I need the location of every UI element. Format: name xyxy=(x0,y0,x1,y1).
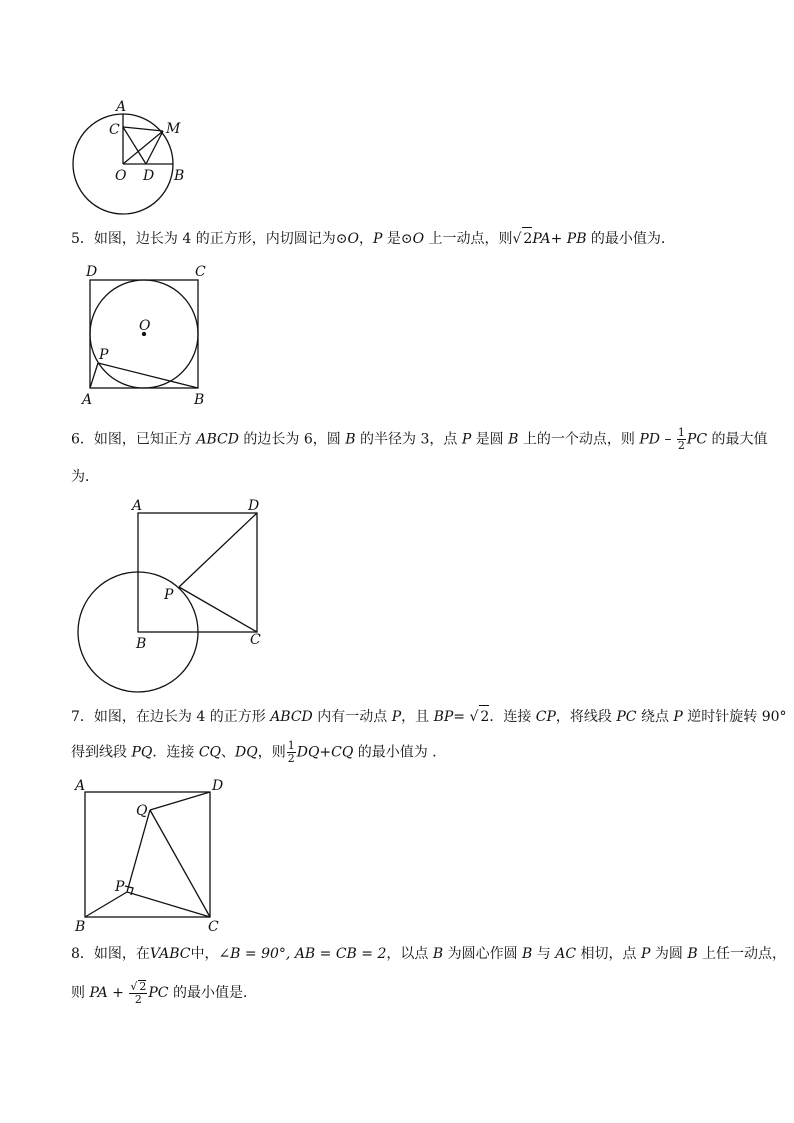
label-b: B xyxy=(75,919,86,935)
fraction xyxy=(287,740,296,765)
var-pd: PD xyxy=(639,431,660,448)
var-p: P xyxy=(640,946,651,962)
segment-md xyxy=(146,131,163,164)
plus: + xyxy=(107,985,129,1001)
label-b: B xyxy=(136,636,147,652)
var-pc: PC xyxy=(686,431,708,448)
segment-pd xyxy=(179,513,257,587)
var-pc: PC xyxy=(148,985,169,1001)
label-c: C xyxy=(208,919,219,935)
text: ，则 xyxy=(257,744,286,761)
question-6-line2: 为． xyxy=(71,469,99,485)
var-pq: PQ xyxy=(131,744,153,761)
text: 是圆 xyxy=(471,431,509,448)
var-cq: CQ xyxy=(198,744,222,761)
label-o: O xyxy=(139,318,151,334)
sqrt-value: 2 xyxy=(522,227,532,250)
var-b: B xyxy=(345,431,356,448)
text: 的半径为 3，点 xyxy=(355,431,462,448)
text: 、 xyxy=(221,744,236,761)
label-p: P xyxy=(115,879,125,895)
text: 为圆心作圆 xyxy=(443,946,523,962)
label-b: B xyxy=(174,168,185,184)
var-ac: AC xyxy=(555,946,577,962)
label-d: D xyxy=(86,264,98,280)
var-abcd: ABCD xyxy=(196,431,239,448)
text: 如图，边长为 4 的正方形，内切圆记为⊙ xyxy=(93,231,348,247)
segment-qd xyxy=(150,792,210,810)
var-b: B xyxy=(687,946,698,962)
figure-q7 xyxy=(70,775,240,940)
text: 为圆 xyxy=(650,946,688,962)
label-c: C xyxy=(195,264,206,280)
question-8-text xyxy=(71,943,786,965)
label-q: Q xyxy=(136,803,148,819)
text: 的最小值是 xyxy=(168,985,243,1001)
figure-q5 xyxy=(78,262,218,407)
sqrt-symbol: √ xyxy=(469,709,479,725)
var-p: P xyxy=(372,231,383,247)
var-dq-cq: DQ+CQ xyxy=(296,744,354,761)
label-o: O xyxy=(115,168,127,184)
text: ．连接 xyxy=(489,709,536,725)
segment-pb xyxy=(98,363,198,388)
var-b: B xyxy=(522,946,533,962)
text: ，以点 xyxy=(386,946,433,962)
var-triangle: VABC xyxy=(149,946,191,962)
equals: = xyxy=(453,709,470,725)
label-a: A xyxy=(75,778,86,794)
segment-bp xyxy=(85,892,127,917)
text: 内有一动点 xyxy=(312,709,392,725)
label-p: P xyxy=(99,347,109,363)
label-p: P xyxy=(164,587,174,603)
figure-circle-ocm xyxy=(60,95,200,215)
text: 的边长为 6，圆 xyxy=(238,431,346,448)
text: 上的一个动点，则 xyxy=(518,431,640,448)
var-b: B xyxy=(432,946,444,962)
question-7-text xyxy=(71,705,787,728)
label-a: A xyxy=(116,99,127,115)
text: ，将线段 xyxy=(555,709,617,725)
text: 得到线段 xyxy=(71,744,132,761)
segment-pq xyxy=(127,810,150,892)
label-c: C xyxy=(109,122,120,138)
sqrt-value: 2 xyxy=(139,980,147,993)
text: 如图，在边长为 4 的正方形 xyxy=(93,709,271,725)
numerator: 1 xyxy=(287,739,295,752)
question-8-line2 xyxy=(71,980,257,1006)
segment-qc xyxy=(150,810,210,917)
var-p: P xyxy=(391,709,402,725)
text: 中， xyxy=(190,946,219,962)
text: 上一动点，则 xyxy=(424,231,513,247)
segment-pc xyxy=(179,587,257,632)
question-6-text xyxy=(71,427,768,452)
text: 则 xyxy=(71,985,90,1001)
expression: PA+ PB xyxy=(532,231,587,247)
denominator: 2 xyxy=(134,993,142,1006)
text: 如图，在 xyxy=(93,946,150,962)
text: 的最大值 xyxy=(707,431,768,448)
question-number: 7． xyxy=(71,709,94,725)
var-o: O xyxy=(412,231,425,247)
text: ， xyxy=(358,231,373,247)
text: 的最小值为 xyxy=(586,231,661,247)
var-dq: DQ xyxy=(235,744,258,761)
sqrt-value: 2 xyxy=(479,705,489,728)
text: 上任一动点， xyxy=(697,946,787,962)
text: ，且 xyxy=(401,709,434,725)
label-a: A xyxy=(132,498,143,514)
text: ．连接 xyxy=(152,744,199,761)
fraction xyxy=(129,980,147,1006)
label-b: B xyxy=(194,392,205,408)
right-angle-mark xyxy=(125,886,133,895)
denominator: 2 xyxy=(677,439,685,452)
var-cp: CP xyxy=(535,709,556,725)
question-number: 6． xyxy=(71,431,94,448)
numerator xyxy=(129,980,147,994)
text: 的最小值为 ． xyxy=(353,744,447,761)
label-a: A xyxy=(82,392,93,408)
question-7-line2 xyxy=(71,740,446,765)
question-number: 5． xyxy=(71,231,94,247)
var-p: P xyxy=(461,431,472,448)
text: ． xyxy=(660,231,675,247)
text: 相切，点 xyxy=(576,946,641,962)
label-d: D xyxy=(212,778,224,794)
var-o: O xyxy=(347,231,359,247)
text: 与 xyxy=(532,946,556,962)
var-pa: PA xyxy=(89,985,108,1001)
text: 绕点 xyxy=(636,709,674,725)
condition: ∠B = 90°, AB = CB = 2 xyxy=(218,946,387,962)
numerator: 1 xyxy=(677,426,685,439)
label-d: D xyxy=(248,498,260,514)
text: 如图，已知正方 xyxy=(93,431,197,448)
square-abcd xyxy=(138,513,257,632)
text: 是⊙ xyxy=(382,231,413,247)
label-m: M xyxy=(166,121,181,137)
minus: – xyxy=(660,431,676,448)
sqrt-symbol: √ xyxy=(130,980,138,993)
var-b: B xyxy=(508,431,519,448)
label-d: D xyxy=(143,168,155,184)
segment-cd xyxy=(123,127,146,164)
figure-q6 xyxy=(70,495,280,685)
question-5-text xyxy=(71,227,675,250)
denominator: 2 xyxy=(287,752,295,765)
var-bp: BP xyxy=(433,709,454,725)
label-c: C xyxy=(250,632,261,648)
segment-pa xyxy=(90,363,98,388)
var-abcd: ABCD xyxy=(270,709,313,725)
var-p: P xyxy=(673,709,683,725)
fraction xyxy=(677,427,686,452)
var-pc: PC xyxy=(616,709,637,725)
sqrt-symbol: √ xyxy=(512,231,522,247)
text: 逆时针旋转 90° xyxy=(682,709,787,725)
text: ． xyxy=(242,985,257,1001)
question-number: 8． xyxy=(71,946,94,962)
